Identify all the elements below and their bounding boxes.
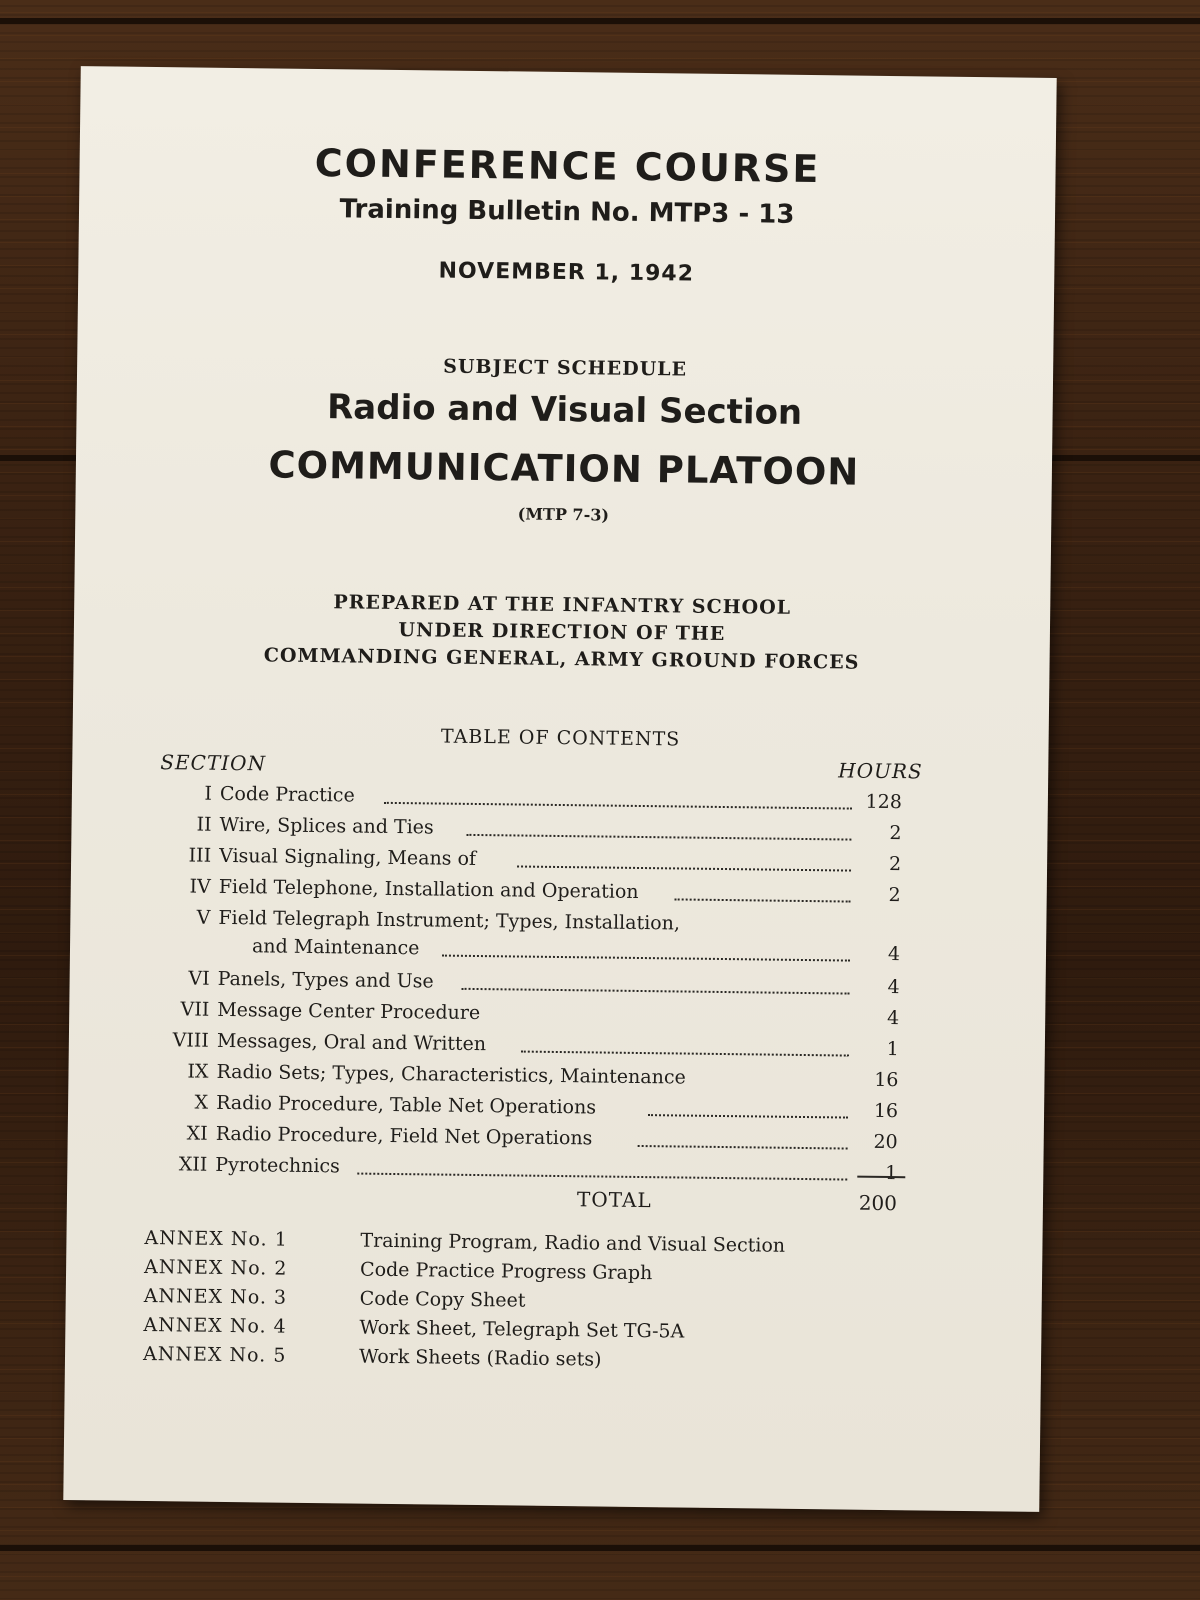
toc-hours: 2 bbox=[889, 822, 902, 845]
toc-section-number: II bbox=[196, 813, 212, 836]
toc-section-number: X bbox=[194, 1091, 209, 1114]
toc-hours: 1 bbox=[885, 1162, 898, 1185]
platoon-title: COMMUNICATION PLATOON bbox=[268, 443, 860, 494]
toc-hours: 16 bbox=[873, 1099, 899, 1123]
toc-leader-dots bbox=[357, 1173, 847, 1181]
toc-hours: 4 bbox=[886, 1007, 900, 1030]
annex-title: Code Copy Sheet bbox=[359, 1287, 526, 1312]
prepared-line: COMMANDING GENERAL, ARMY GROUND FORCES bbox=[263, 644, 860, 674]
toc-section-number: VII bbox=[180, 998, 210, 1021]
board-seam-bottom bbox=[0, 1545, 1200, 1551]
toc-section-number: III bbox=[188, 844, 212, 867]
toc-row bbox=[70, 905, 1047, 975]
toc-leader-dots bbox=[521, 1051, 849, 1057]
prepared-line: UNDER DIRECTION OF THE bbox=[398, 619, 726, 646]
toc-hours: 4 bbox=[887, 943, 901, 966]
toc-title: TABLE OF CONTENTS bbox=[440, 725, 681, 751]
annex-label: ANNEX No. 3 bbox=[143, 1284, 288, 1309]
toc-section-number: V bbox=[196, 906, 211, 929]
toc-leader-dots bbox=[638, 1145, 848, 1150]
toc-leader-dots bbox=[462, 988, 850, 995]
toc-section-title: Field Telephone, Installation and Operation bbox=[218, 875, 639, 903]
section-title: Radio and Visual Section bbox=[326, 387, 803, 433]
annex-title: Training Program, Radio and Visual Section bbox=[360, 1229, 786, 1257]
board-seam-top bbox=[0, 18, 1200, 24]
toc-section-title: Field Telegraph Instrument; Types, Installation, bbox=[218, 906, 681, 935]
toc-hours: 4 bbox=[887, 976, 900, 999]
toc-section-title-continued: and Maintenance bbox=[251, 935, 420, 960]
toc-leader-dots bbox=[384, 802, 852, 810]
toc-section-number: I bbox=[204, 782, 213, 805]
toc-leader-dots bbox=[442, 955, 850, 962]
toc-section-title: Radio Sets; Types, Characteristics, Maintenance bbox=[216, 1060, 686, 1089]
toc-total-label: TOTAL bbox=[576, 1187, 652, 1213]
toc-leader-dots bbox=[466, 834, 851, 841]
bulletin-number: Training Bulletin No. MTP3 - 13 bbox=[339, 194, 795, 230]
prepared-statement bbox=[73, 586, 1050, 679]
toc-hours: 20 bbox=[873, 1130, 898, 1154]
toc-section-title: Wire, Splices and Ties bbox=[219, 813, 434, 839]
toc-leader-dots bbox=[675, 898, 851, 902]
toc-hours: 16 bbox=[874, 1068, 899, 1092]
toc-section-number: VI bbox=[188, 967, 210, 990]
course-heading: CONFERENCE COURSE bbox=[314, 140, 821, 192]
toc-section-title: Visual Signaling, Means of bbox=[219, 844, 477, 870]
toc-section-title: Panels, Types and Use bbox=[217, 967, 434, 993]
toc-column-section: SECTION bbox=[160, 750, 267, 776]
toc-section-title: Code Practice bbox=[219, 782, 355, 807]
toc-section-title: Radio Procedure, Field Net Operations bbox=[215, 1122, 593, 1150]
toc-section-number: VIII bbox=[172, 1029, 210, 1052]
toc-column-hours: HOURS bbox=[838, 758, 923, 784]
mtp-reference: (MTP 7-3) bbox=[517, 504, 610, 525]
toc-hours: 1 bbox=[886, 1038, 899, 1061]
toc-hours: 2 bbox=[888, 884, 901, 907]
annex-label: ANNEX No. 5 bbox=[142, 1342, 287, 1367]
bulletin-page bbox=[63, 66, 1056, 1512]
subject-schedule: SUBJECT SCHEDULE bbox=[443, 355, 688, 381]
annex-label: ANNEX No. 2 bbox=[143, 1255, 288, 1280]
annex-label: ANNEX No. 4 bbox=[143, 1313, 287, 1338]
prepared-line: PREPARED AT THE INFANTRY SCHOOL bbox=[333, 591, 792, 619]
toc-section-number: IV bbox=[189, 875, 211, 898]
annex-label: ANNEX No. 1 bbox=[144, 1226, 288, 1251]
annex-title: Code Practice Progress Graph bbox=[359, 1258, 653, 1285]
toc-section-title: Radio Procedure, Table Net Operations bbox=[216, 1091, 597, 1119]
toc-section-title: Pyrotechnics bbox=[215, 1153, 341, 1178]
toc-section-title: Messages, Oral and Written bbox=[216, 1029, 487, 1056]
toc-total-value: 200 bbox=[858, 1190, 898, 1216]
toc-leader-dots bbox=[648, 1114, 848, 1118]
annex-title: Work Sheet, Telegraph Set TG-5A bbox=[359, 1316, 685, 1343]
toc-section-number: XI bbox=[186, 1122, 208, 1145]
toc-hours: 128 bbox=[865, 790, 902, 814]
toc-section-title: Message Center Procedure bbox=[217, 998, 481, 1025]
toc-section-number: XII bbox=[178, 1153, 208, 1176]
annex-title: Work Sheets (Radio sets) bbox=[358, 1345, 602, 1371]
toc-section-number: IX bbox=[187, 1060, 209, 1083]
toc-leader-dots bbox=[517, 865, 851, 871]
toc-hours: 2 bbox=[888, 853, 902, 876]
bulletin-date: NOVEMBER 1, 1942 bbox=[438, 258, 695, 287]
